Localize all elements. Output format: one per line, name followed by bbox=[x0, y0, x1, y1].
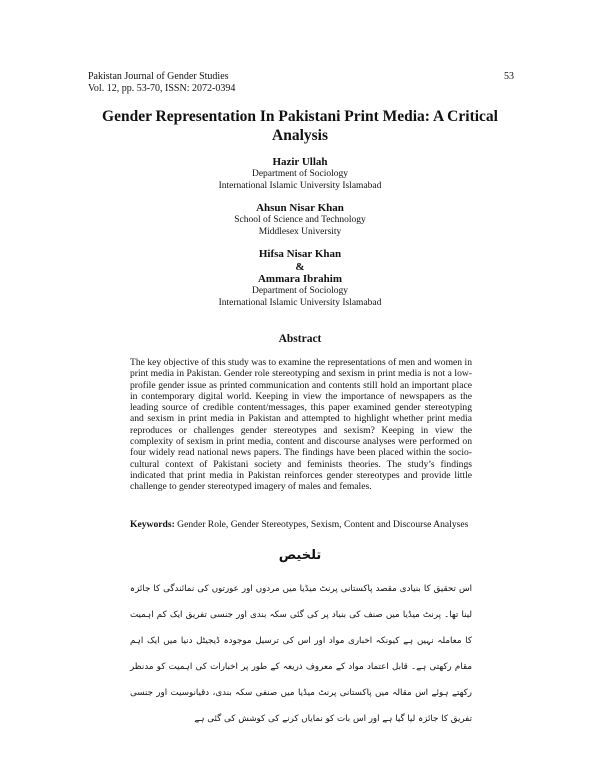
abstract-heading: Abstract bbox=[278, 333, 322, 345]
journal-name: Pakistan Journal of Gender Studies bbox=[88, 71, 229, 82]
page-number: 53 bbox=[504, 71, 514, 82]
abstract-text: The key objective of this study was to examine the representations of men and women in print media in Pakistan. Gender role stereotyping and sexism in print media is not a low-profile gender issue as printed communication and contents still hold an important place in contemporary digital world. Keeping in view the importance of newspapers as the leading source of credible content/messages, this paper examined gender stereotyping and sexism in print media in Pakistan and attempted to highlight whether print media reproduces or challenges gender stereotypes and sexism? Keeping in view the complexity of sexism in print media, content and discourse analyses were performed on four widely read national news papers. The findings have been placed within the socio-cultural context of Pakistani society and feminists theories. The study’s findings indicated that print media in Pakistan reinforces gender stereotypes and provide little challenge to gender stereotyped imagery of males and females. bbox=[130, 357, 472, 493]
paper-title: Gender Representation In Pakistani Print Media: A Critical Analysis bbox=[102, 108, 498, 144]
author-institution: International Islamic University Islamabad bbox=[218, 180, 382, 191]
author-institution: International Islamic University Islamabad bbox=[218, 297, 382, 308]
author-name: Ahsun Nisar Khan bbox=[256, 202, 344, 214]
journal-header bbox=[88, 71, 235, 95]
author-name: Ammara Ibrahim bbox=[257, 273, 343, 285]
author-name: Hifsa Nisar Khan bbox=[258, 248, 342, 260]
author-block bbox=[88, 156, 512, 192]
author-ampersand: & bbox=[295, 261, 305, 273]
author-institution: Middlesex University bbox=[258, 226, 342, 237]
urdu-abstract-heading: تلخیص bbox=[278, 548, 322, 563]
author-department: Department of Sociology bbox=[251, 169, 349, 179]
urdu-abstract-text: اس تحقیق کا بنیادی مقصد پاکستانی پرنٹ میڈیا میں مردوں اور عورتوں کی نمائندگی کا جائزہ لینا تھا۔ پرنٹ میڈیا میں صنف کی بنیاد پر کی گئی سکہ بندی اور جنسی تفریق ایک کم اہمیت کا معاملہ نہیں ہے کیونکہ اخباری مواد اور اس کی ترسیل موجودہ ڈیجیٹل دنیا میں ایک اہم مقام رکھتی ہے۔ قابل اعتماد مواد کے معروف ذریعہ کے طور پر اخبارات کی اہمیت کو مدنظر رکھتے ہوئے اس مقالہ میں پاکستانی پرنٹ میڈیا میں صنفی سکہ بندی، دقیانوسیت اور جنسی تفریق کا جائزہ لیا گیا ہے اور اس بات کو نمایاں کرنے کی کوشش کی گئی ہے bbox=[130, 584, 472, 724]
volume-info: Vol. 12, pp. 53-70, ISSN: 2072-0394 bbox=[88, 83, 236, 94]
joint-author-block bbox=[88, 248, 512, 309]
author-block bbox=[88, 202, 512, 238]
author-department: School of Science and Technology bbox=[234, 215, 366, 225]
keywords-text: Gender Role, Gender Stereotypes, Sexism, Content and Discourse Analyses bbox=[174, 519, 469, 530]
author-list bbox=[88, 156, 512, 319]
author-name: Hazir Ullah bbox=[272, 156, 328, 168]
keywords-label: Keywords: bbox=[130, 519, 175, 530]
keywords bbox=[130, 519, 472, 530]
author-department: Department of Sociology bbox=[251, 286, 349, 296]
